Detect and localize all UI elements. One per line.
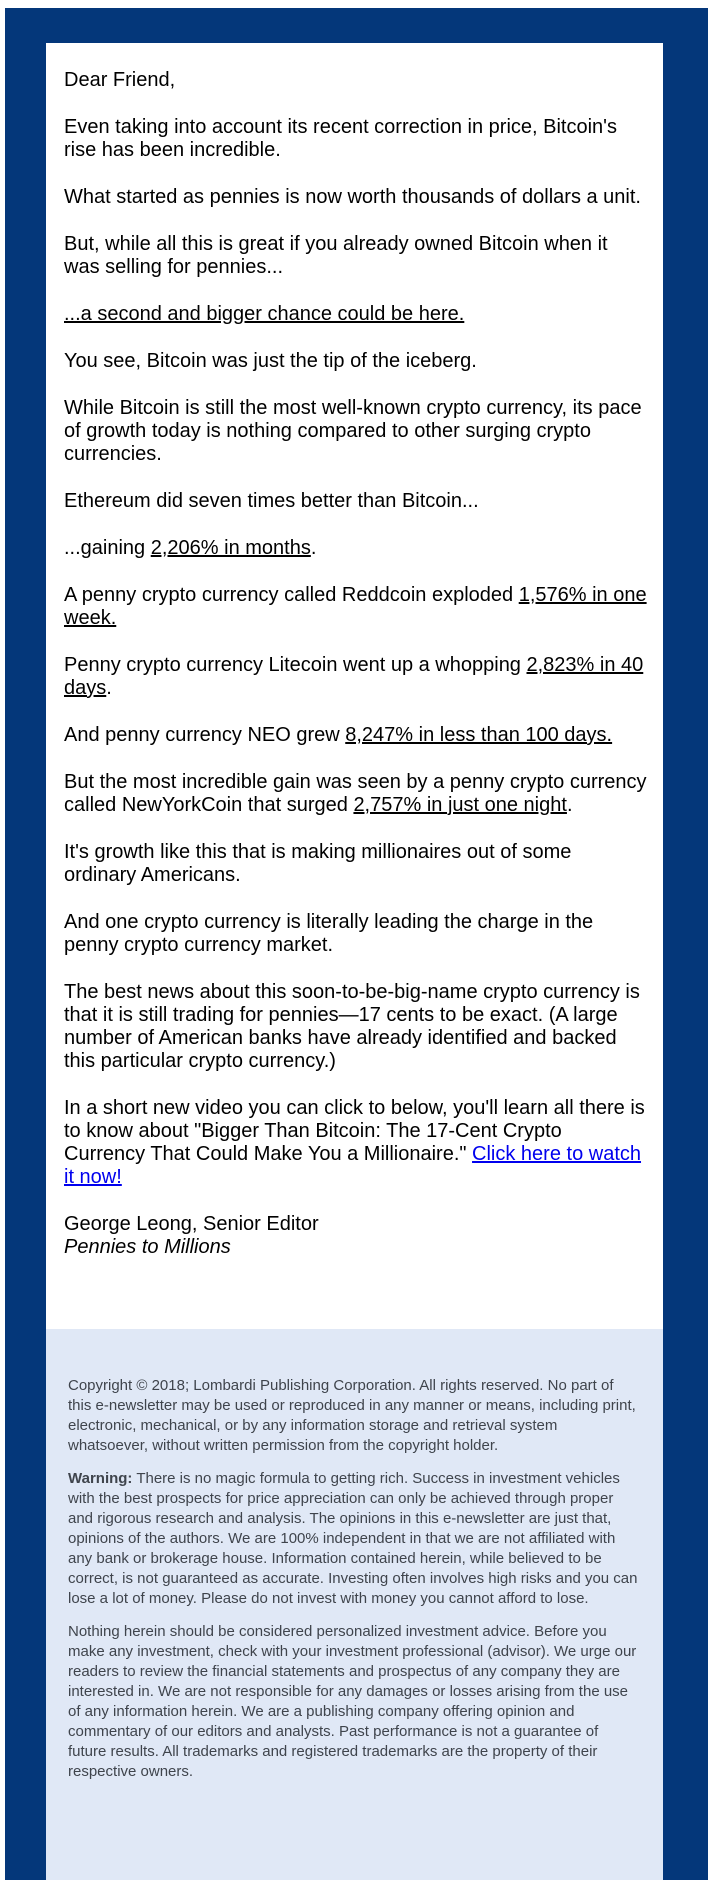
text-run: You see, Bitcoin was just the tip of the iceberg.	[64, 350, 477, 372]
text-run: The best news about this soon-to-be-big-name crypto currency is that it is still trading for pennies—17 cents to be exact. (A large number of American banks have already identified and backed this particular crypto currency.)	[64, 981, 640, 1072]
footer-paragraph	[68, 1469, 639, 1609]
underlined-text: 1,576% in one week.	[64, 584, 647, 629]
underlined-text: 2,206% in months	[150, 537, 311, 559]
body-paragraph	[64, 397, 647, 466]
text-run: .	[566, 794, 573, 816]
text-run: Ethereum did seven times better than Bitcoin...	[64, 490, 479, 512]
body-paragraph	[64, 911, 647, 957]
body-paragraph	[64, 771, 647, 817]
text-run: Nothing herein should be considered personalized investment advice. Before you make any investment, check with your investment professional (advisor). We urge our readers to review the financial statements and prospectus of any company they are interested in. We are not responsible for any damages or losses arising from the use of any information herein. We are a publishing company offering opinion and commentary of our editors and analysts. Past performance is not a guarantee of future results. All trademarks and registered trademarks are the property of their respective owners.	[68, 1623, 637, 1780]
body-paragraph	[64, 350, 647, 373]
underlined-text: ...a second and bigger chance could be here.	[64, 303, 465, 325]
footer-paragraph	[68, 1376, 639, 1456]
body-paragraph	[64, 584, 647, 630]
watch-video-link[interactable]: Click here to watch it now!	[64, 1143, 642, 1188]
text-run: But the most incredible gain was seen by a penny crypto currency called NewYorkCoin that surged	[64, 771, 647, 816]
body-paragraph	[64, 1097, 647, 1189]
body-paragraph	[64, 724, 647, 747]
text-run: And penny currency NEO grew	[64, 724, 346, 746]
underlined-text: 2,823% in 40 days	[64, 654, 644, 699]
text-run: ...gaining	[64, 537, 151, 559]
footer-paragraph	[68, 1622, 639, 1782]
underlined-text: 8,247% in less than 100 days.	[345, 724, 613, 746]
body-paragraph	[64, 69, 647, 92]
body-paragraph	[64, 654, 647, 700]
body-paragraph	[64, 537, 647, 560]
body-paragraph	[64, 303, 647, 326]
italic-text: Pennies to Millions	[64, 1236, 231, 1258]
body-paragraph	[64, 233, 647, 279]
bold-text: Warning:	[68, 1470, 133, 1487]
body-paragraph	[64, 116, 647, 162]
text-run: In a short new video you can click to below, you'll learn all there is to know about "Bigger Than Bitcoin: The 17-Cent Crypto Currency That Could Make You a Millionaire."	[64, 1097, 645, 1165]
text-run: Dear Friend,	[64, 69, 176, 91]
email-footer-disclaimer	[46, 1329, 663, 1880]
text-run: What started as pennies is now worth thousands of dollars a unit.	[64, 186, 641, 208]
text-run: Copyright © 2018; Lombardi Publishing Corporation. All rights reserved. No part of this e-newsletter may be used or reproduced in any manner or means, including print, electronic, mechanical, or by any information storage and retrieval system whatsoever, without written permission from the copyright holder.	[68, 1377, 636, 1454]
email-body	[46, 43, 663, 1329]
text-run: It's growth like this that is making millionaires out of some ordinary Americans.	[64, 841, 572, 886]
text-run: While Bitcoin is still the most well-known crypto currency, its pace of growth today is nothing compared to other surging crypto currencies.	[64, 397, 642, 465]
text-run: .	[106, 677, 112, 699]
underlined-text: 2,757% in just one night	[353, 794, 567, 816]
text-run: There is no magic formula to getting rich. Success in investment vehicles with the best prospects for price appreciation can only be achieved through proper and rigorous research and analysis. The opinions in this e-newsletter are just that, opinions of the authors. We are 100% independent in that we are not affiliated with any bank or brokerage house. Information contained herein, while believed to be correct, is not guaranteed as accurate. Investing often involves high risks and you can lose a lot of money. Please do not invest with money you cannot afford to lose.	[68, 1470, 638, 1607]
body-paragraph	[64, 981, 647, 1073]
email-card	[46, 43, 663, 1880]
body-paragraph	[64, 1213, 647, 1259]
email-background	[5, 8, 708, 1880]
text-run: Even taking into account its recent correction in price, Bitcoin's rise has been incredible.	[64, 116, 617, 161]
body-paragraph	[64, 186, 647, 209]
text-run: And one crypto currency is literally leading the charge in the penny crypto currency market.	[64, 911, 594, 956]
body-paragraph	[64, 841, 647, 887]
text-run: .	[310, 537, 317, 559]
body-paragraph	[64, 490, 647, 513]
text-run: But, while all this is great if you already owned Bitcoin when it was selling for pennies...	[64, 233, 608, 278]
text-run: George Leong, Senior Editor	[64, 1213, 319, 1235]
text-run: Penny crypto currency Litecoin went up a whopping	[64, 654, 527, 676]
text-run: A penny crypto currency called Reddcoin exploded	[64, 584, 519, 606]
